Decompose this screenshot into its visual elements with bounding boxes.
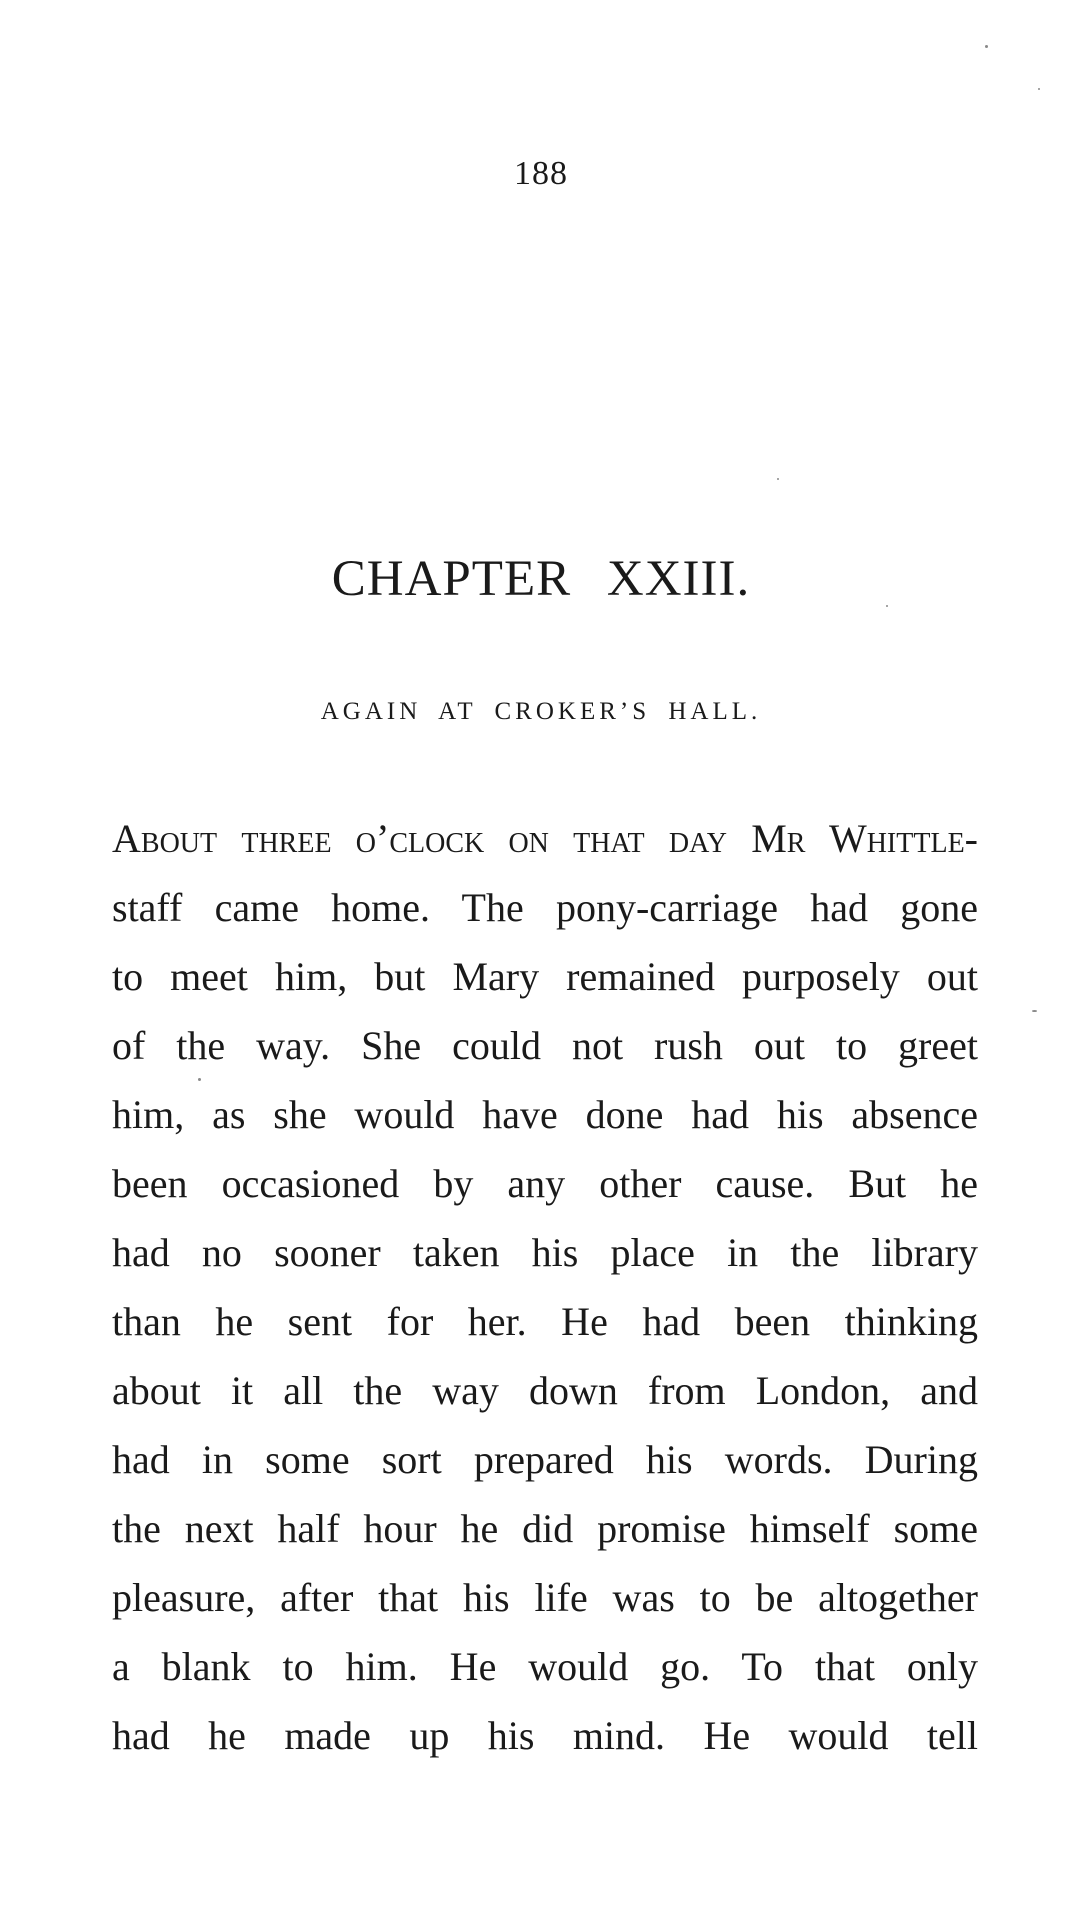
chapter-title: CHAPTER XXIII. [331, 551, 751, 607]
text-line-10: had in some sort prepared his words. During [112, 1437, 978, 1482]
scan-speck [985, 45, 988, 48]
text-line-11: the next half hour he did promise himself some [112, 1506, 978, 1551]
text-line-2: staff came home. The pony-carriage had gone [112, 885, 978, 930]
text-line-6: been occasioned by any other cause. But he [112, 1161, 978, 1206]
text-line-5: him, as she would have done had his absence [112, 1092, 978, 1137]
chapter-subtitle: AGAIN AT CROKER’S HALL. [320, 698, 762, 725]
text-line-13: a blank to him. He would go. To that only [112, 1644, 978, 1689]
page-number: 188 [514, 155, 568, 192]
text-line-9: about it all the way down from London, and [112, 1368, 978, 1413]
scan-speck [777, 478, 779, 480]
scan-speck [886, 605, 888, 607]
scan-speck [1032, 1010, 1037, 1012]
text-line-14: had he made up his mind. He would tell [112, 1713, 978, 1758]
text-line-3: to meet him, but Mary remained purposely out [112, 954, 978, 999]
text-line-12: pleasure, after that his life was to be altogether [112, 1575, 978, 1620]
scan-speck [1038, 88, 1040, 90]
body-paragraph [112, 804, 978, 1770]
text-line-8: than he sent for her. He had been thinking [112, 1299, 978, 1344]
scan-speck [198, 1078, 201, 1081]
text-line-1: About three o’clock on that day Mr Whittle- [112, 816, 978, 861]
text-line-4: of the way. She could not rush out to greet [112, 1023, 978, 1068]
text-line-7: had no sooner taken his place in the library [112, 1230, 978, 1275]
